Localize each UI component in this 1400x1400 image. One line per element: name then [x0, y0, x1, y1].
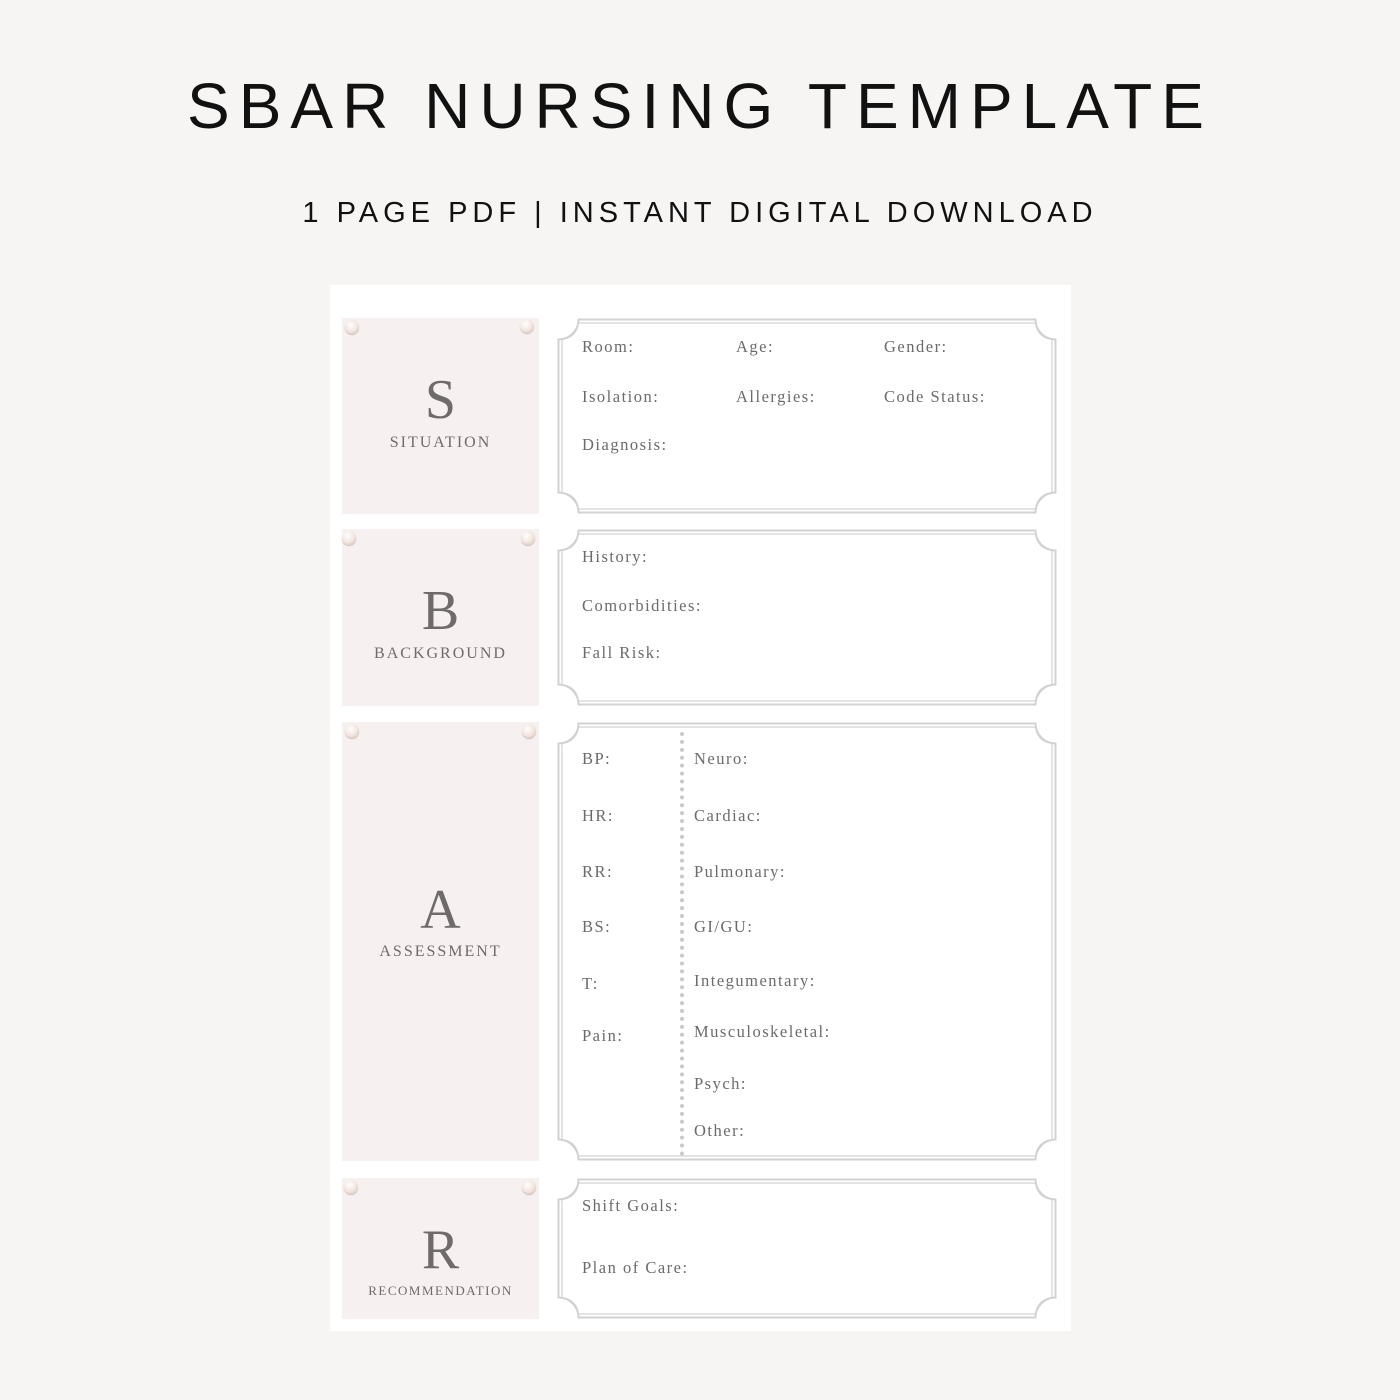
field-comorbidities: Comorbidities:	[582, 596, 702, 615]
section-label: SITUATION	[389, 434, 492, 451]
field-gi-gu: GI/GU:	[694, 917, 754, 936]
field-allergies: Allergies:	[736, 387, 816, 406]
frame-inner-line	[562, 727, 1052, 1156]
section-label: BACKGROUND	[374, 645, 507, 662]
situation-card	[342, 318, 539, 514]
pin-icon	[344, 1180, 358, 1194]
recommendation-box	[557, 1178, 1057, 1319]
section-label: RECOMMENDATION	[368, 1283, 513, 1298]
page-subtitle: 1 PAGE PDF | INSTANT DIGITAL DOWNLOAD	[302, 197, 1098, 229]
frame-outer-line	[559, 724, 1056, 1160]
section-label: ASSESSMENT	[379, 943, 502, 960]
field-shift-goals: Shift Goals:	[582, 1196, 680, 1215]
field-integumentary: Integumentary:	[694, 971, 816, 990]
field-age: Age:	[736, 337, 775, 356]
recommendation-card	[342, 1178, 539, 1319]
field-room: Room:	[582, 337, 635, 356]
field-bs: BS:	[582, 917, 612, 936]
frame-inner-line	[562, 323, 1052, 509]
field-pain: Pain:	[582, 1026, 624, 1045]
section-letter: A	[420, 879, 461, 941]
field-pulmonary: Pulmonary:	[694, 862, 786, 881]
field-history: History:	[582, 547, 649, 566]
pin-icon	[345, 320, 359, 334]
page-title: SBAR NURSING TEMPLATE	[187, 70, 1213, 142]
pin-icon	[522, 724, 536, 738]
field-fall-risk: Fall Risk:	[582, 643, 662, 662]
section-letter: R	[421, 1219, 460, 1281]
frame-border	[557, 722, 1057, 1161]
field-psych: Psych:	[694, 1074, 748, 1093]
field-bp: BP:	[582, 749, 612, 768]
field-hr: HR:	[582, 806, 615, 825]
pin-icon	[522, 1180, 536, 1194]
pin-icon	[342, 531, 356, 545]
field-cardiac: Cardiac:	[694, 806, 762, 825]
field-musculoskeletal: Musculoskeletal:	[694, 1022, 831, 1041]
background-box	[557, 529, 1057, 706]
section-letter: B	[421, 580, 460, 642]
field-temp: T:	[582, 974, 599, 993]
field-plan-of-care: Plan of Care:	[582, 1258, 689, 1277]
field-diagnosis: Diagnosis:	[582, 435, 668, 454]
field-other: Other:	[694, 1121, 746, 1140]
dotted-divider	[680, 732, 684, 1156]
background-card	[342, 529, 539, 706]
field-gender: Gender:	[884, 337, 948, 356]
section-letter: S	[424, 369, 457, 431]
situation-box	[557, 318, 1057, 514]
pin-icon	[520, 319, 534, 333]
field-isolation: Isolation:	[582, 387, 660, 406]
field-rr: RR:	[582, 862, 614, 881]
pin-icon	[345, 724, 359, 738]
pin-icon	[521, 531, 535, 545]
template-sheet	[330, 285, 1071, 1331]
assessment-box	[557, 722, 1057, 1161]
field-code-status: Code Status:	[884, 387, 986, 406]
field-neuro: Neuro:	[694, 749, 749, 768]
assessment-card	[342, 722, 539, 1161]
